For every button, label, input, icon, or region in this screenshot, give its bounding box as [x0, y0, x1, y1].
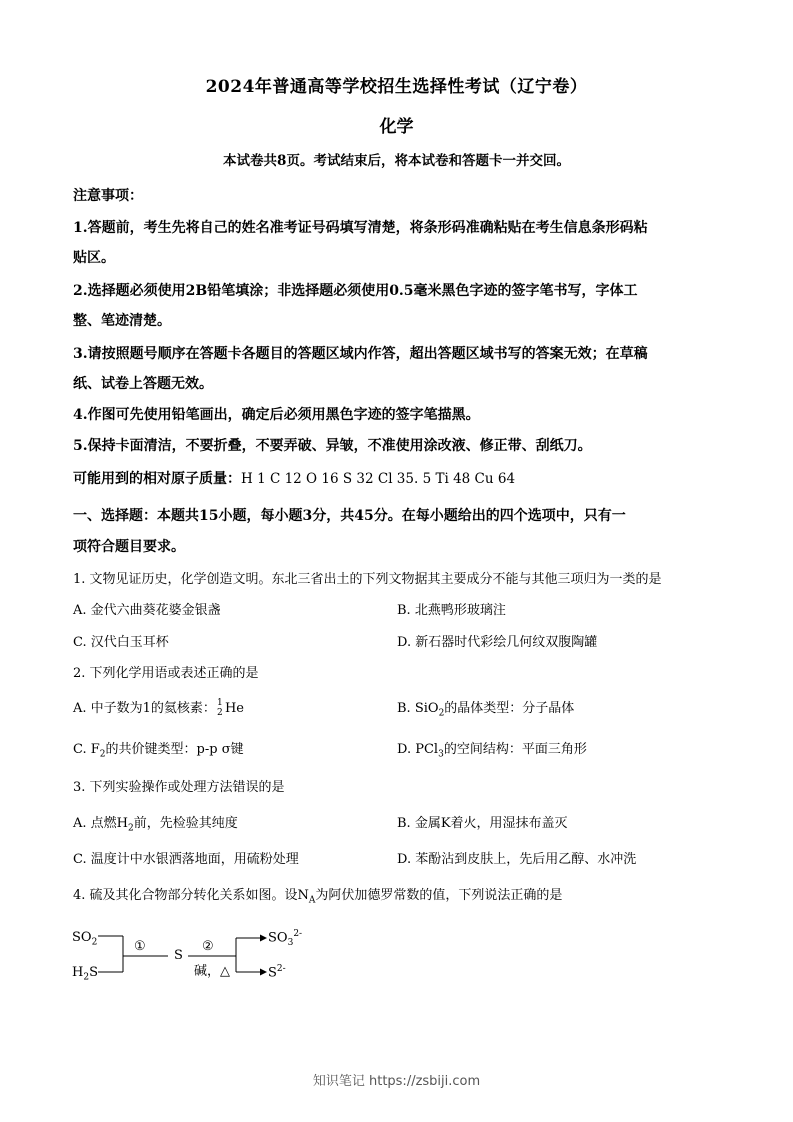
subject-title: 化学	[379, 117, 414, 137]
option-label: D.	[397, 742, 416, 757]
bond-type: p-p σ	[196, 742, 231, 757]
sulfur-label: S	[174, 948, 183, 963]
question-1-option-c: C. 汉代白玉耳杯	[73, 635, 169, 650]
formula: SO	[268, 930, 288, 946]
formula-subscript: 2	[91, 937, 98, 948]
avogadro-subscript: A	[308, 895, 316, 906]
notice-line: 整、笔迹清楚。	[73, 313, 171, 329]
question-1-option-a: A. 金代六曲葵花婆金银盏	[73, 603, 221, 618]
question-3-option-d: D. 苯酚沾到皮肤上，先后用乙醇、水冲洗	[397, 852, 637, 867]
formula-subscript: 2	[99, 749, 106, 760]
notice-line: 2.选择题必须使用2B铅笔填涂；非选择题必须使用0.5毫米黑色字迹的签字笔书写，字体工	[73, 283, 638, 299]
formula: S	[89, 965, 98, 980]
notice-line: 1.答题前，考生先将自己的姓名准考证号码填写清楚，将条形码准确粘贴在考生信息条形码粘	[73, 220, 648, 236]
formula: F	[90, 742, 100, 757]
exam-title: 2024年普通高等学校招生选择性考试（辽宁卷）	[205, 77, 588, 97]
charge: 2-	[293, 929, 303, 939]
question-2-option-d	[397, 738, 587, 760]
question-3-option-c: C. 温度计中水银洒落地面，用硫粉处理	[73, 852, 299, 867]
avogadro-symbol: N	[297, 888, 309, 903]
notice-line: 3.请按照题号顺序在答题卡各题目的答题区域内作答，超出答题区域书写的答案无效；在草稿	[73, 346, 648, 362]
notice-line: 5.保持卡面清洁，不要折叠，不要弄破、异皱，不准使用涂改液、修正带、刮纸刀。	[73, 438, 592, 454]
option-text: 键	[230, 742, 244, 757]
exam-intro: 本试卷共8页。考试结束后，将本试卷和答题卡一并交回。	[223, 153, 570, 169]
notice-line: 纸、试卷上答题无效。	[73, 376, 213, 392]
atomic-mass-label: 可能用到的相对原子质量：	[73, 471, 241, 487]
option-text: 的共价键类型：	[105, 742, 197, 757]
option-label: C.	[73, 742, 91, 757]
option-text: A. 中子数为1的氦核素：	[73, 701, 216, 716]
formula: SO	[72, 930, 92, 945]
question-3-option-a	[73, 812, 238, 834]
question-2-stem: 2. 下列化学用语或表述正确的是	[73, 666, 259, 681]
section-heading-cont: 项符合题目要求。	[73, 539, 185, 555]
atomic-number: 2	[216, 707, 223, 718]
option-text: 的空间结构：平面三角形	[443, 742, 587, 757]
formula-subscript: 2	[128, 823, 134, 834]
sulfide-label	[268, 964, 286, 980]
question-1-stem: 1. 文物见证历史，化学创造文明。东北三省出土的下列文物据其主要成分不能与其他三项归为一类的是	[73, 572, 662, 587]
question-1-option-b: B. 北燕鸭形玻璃注	[397, 603, 506, 618]
h2s-label	[72, 965, 98, 983]
formula: SiO	[414, 701, 439, 716]
stem-text: 为阿伏加德罗常数的值，下列说法正确的是	[315, 888, 563, 903]
notice-heading: 注意事项：	[73, 188, 143, 204]
stem-text: 4. 硫及其化合物部分转化关系如图。设	[73, 888, 298, 903]
formula: PCl	[415, 742, 439, 757]
question-1-option-d: D. 新石器时代彩绘几何纹双腹陶罐	[397, 635, 598, 650]
section-heading: 一、选择题：本题共15小题，每小题3分，共45分。在每小题给出的四个选项中，只有一	[73, 508, 626, 524]
question-3-option-b: B. 金属K着火，用湿抹布盖灭	[397, 816, 568, 831]
notice-line: 贴区。	[73, 250, 115, 266]
formula: H	[72, 965, 84, 980]
notice-line: 4.作图可先使用铅笔画出，确定后必须用黑色字迹的签字笔描黑。	[73, 407, 480, 423]
question-2-option-c	[73, 738, 244, 760]
formula-subscript: 2	[83, 972, 90, 983]
sulfite-label	[268, 929, 302, 948]
sulfur-conversion-diagram	[68, 922, 328, 992]
option-text: 的晶体类型：分子晶体	[444, 701, 575, 716]
question-4-stem	[73, 884, 562, 906]
atomic-mass-values: H 1 C 12 O 16 S 32 Cl 35. 5 Ti 48 Cu 64	[241, 471, 516, 487]
charge: 2-	[276, 964, 286, 974]
question-3-stem: 3. 下列实验操作或处理方法错误的是	[73, 780, 285, 795]
formula: S	[268, 965, 277, 981]
step-1-label: ①	[134, 939, 146, 954]
formula: H	[116, 816, 128, 831]
step-2-label: ②	[202, 939, 214, 954]
element-symbol: He	[224, 701, 244, 716]
footer-watermark: 知识笔记 https://zsbiji.com	[312, 1074, 481, 1089]
question-2-option-a	[73, 697, 244, 718]
so2-label	[72, 930, 97, 948]
formula-subscript: 3	[287, 937, 294, 948]
mass-number: 1	[216, 697, 223, 708]
condition-label: 碱，△	[194, 964, 230, 979]
question-2-option-b	[397, 697, 574, 719]
nuclide-notation	[216, 697, 224, 718]
formula-subscript: 2	[438, 708, 445, 719]
option-text: A. 点燃	[73, 816, 117, 831]
option-label: B.	[397, 701, 415, 716]
formula-subscript: 3	[438, 749, 444, 760]
option-text: 前，先检验其纯度	[133, 816, 238, 831]
atomic-mass-line	[73, 468, 515, 488]
